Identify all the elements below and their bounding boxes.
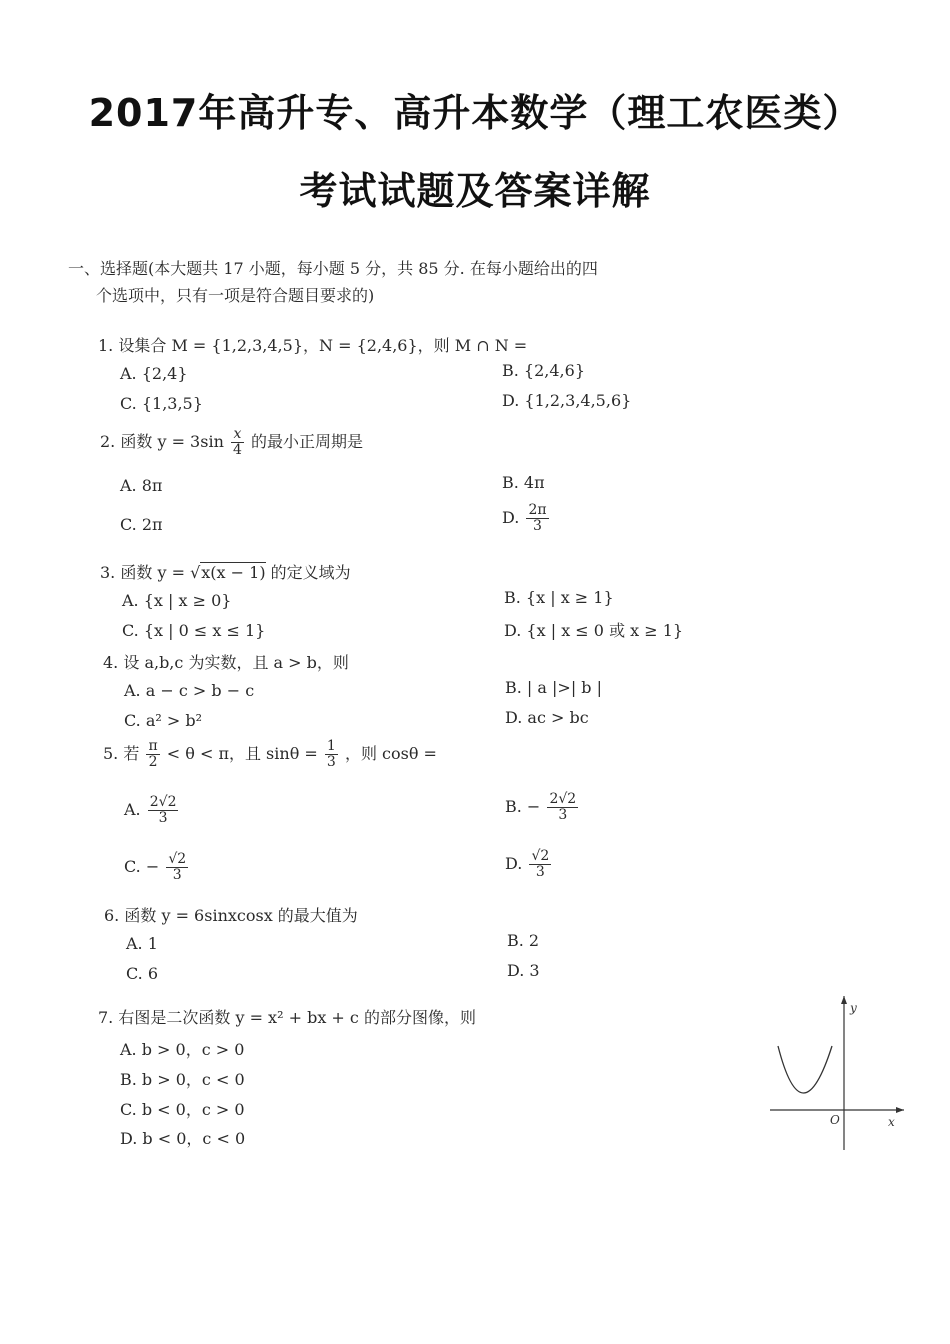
q2-option-b: B. 4π bbox=[502, 473, 545, 492]
q1-option-c: C. {1,3,5} bbox=[120, 394, 203, 413]
page-title-line1: 2017年高升专、高升本数学（理工农医类） bbox=[88, 91, 862, 135]
q3-option-c: C. {x | 0 ≤ x ≤ 1} bbox=[122, 621, 266, 640]
q5-a-den: 3 bbox=[158, 810, 168, 826]
q7-option-c: C. b < 0，c > 0 bbox=[120, 1100, 245, 1119]
q4-option-a: A. a − c > b − c bbox=[124, 681, 255, 700]
q7-parabola-graph bbox=[760, 990, 910, 1160]
q6-stem: 6. 函数 y = 6sinxcosx 的最大值为 bbox=[104, 906, 358, 925]
q5-f1-den: 2 bbox=[148, 754, 158, 770]
q5-fraction-2 bbox=[325, 739, 338, 770]
q3-option-b: B. {x | x ≥ 1} bbox=[504, 588, 614, 607]
parabola-curve bbox=[778, 1046, 832, 1093]
page-title-line2: 考试试题及答案详解 bbox=[299, 169, 651, 213]
q5-d-num: √2 bbox=[531, 848, 550, 864]
origin-label: O bbox=[830, 1113, 840, 1127]
q5-c-fraction bbox=[166, 852, 188, 883]
q5-c-label: C. − bbox=[124, 857, 160, 876]
q5-d-fraction bbox=[529, 849, 551, 880]
q3-stem-pre: 3. 函数 y = bbox=[100, 563, 185, 582]
q2-d-den: 3 bbox=[533, 518, 542, 534]
q1-stem: 1. 设集合 M = {1,2,3,4,5}，N = {2,4,6}，则 M ∩ N = bbox=[98, 336, 528, 355]
q3-option-d: D. {x | x ≤ 0 或 x ≥ 1} bbox=[504, 621, 684, 640]
q4-stem: 4. 设 a,b,c 为实数，且 a > b，则 bbox=[103, 653, 349, 672]
q4-option-b: B. | a |>| b | bbox=[505, 678, 603, 697]
q2-d-num: 2π bbox=[528, 502, 547, 518]
q3-stem bbox=[100, 560, 351, 583]
q5-option-b bbox=[505, 792, 580, 823]
q1-option-b: B. {2,4,6} bbox=[502, 361, 585, 380]
q5-f2-den: 3 bbox=[326, 754, 336, 770]
q5-stem-post: ，则 cosθ = bbox=[344, 744, 437, 763]
q3-radicand: x(x − 1) bbox=[201, 563, 266, 582]
q5-b-label: B. − bbox=[505, 797, 541, 816]
x-axis-label: x bbox=[888, 1115, 895, 1129]
q2-d-label: D. bbox=[502, 508, 520, 527]
q5-d-den: 3 bbox=[535, 864, 545, 880]
q6-option-b: B. 2 bbox=[507, 931, 540, 950]
q5-c-den: 3 bbox=[172, 867, 182, 883]
q7-option-a: A. b > 0，c > 0 bbox=[120, 1040, 245, 1059]
q2-frac-num: x bbox=[231, 427, 244, 443]
q5-f2-num: 1 bbox=[326, 738, 336, 754]
q5-stem-mid: < θ < π，且 sinθ = bbox=[166, 744, 318, 763]
q5-stem-pre: 5. 若 bbox=[103, 744, 140, 763]
q5-b-den: 3 bbox=[558, 807, 568, 823]
q2-frac-den: 4 bbox=[232, 442, 242, 458]
q5-c-num: √2 bbox=[168, 851, 187, 867]
q5-a-num: 2√2 bbox=[149, 794, 177, 810]
q4-option-d: D. ac > bc bbox=[505, 708, 589, 727]
x-axis-arrow bbox=[896, 1107, 904, 1113]
q2-option-a: A. 8π bbox=[120, 476, 163, 495]
q5-b-num: 2√2 bbox=[549, 791, 577, 807]
q3-stem-post: 的定义域为 bbox=[270, 563, 351, 582]
q5-f1-num: π bbox=[148, 738, 158, 754]
q5-option-d bbox=[505, 849, 553, 880]
q2-stem bbox=[100, 427, 363, 458]
q5-option-a bbox=[124, 795, 180, 826]
q6-option-a: A. 1 bbox=[126, 934, 158, 953]
sqrt-symbol: √ bbox=[190, 563, 201, 582]
q5-a-fraction bbox=[148, 795, 179, 826]
q5-fraction-1 bbox=[146, 739, 159, 770]
q5-option-c bbox=[124, 852, 190, 883]
q5-stem bbox=[103, 739, 437, 770]
q7-option-b: B. b > 0，c < 0 bbox=[120, 1070, 245, 1089]
q6-option-d: D. 3 bbox=[507, 961, 540, 980]
q7-stem: 7. 右图是二次函数 y = x² + bx + c 的部分图像，则 bbox=[98, 1008, 476, 1027]
q5-d-label: D. bbox=[505, 854, 523, 873]
q3-option-a: A. {x | x ≥ 0} bbox=[122, 591, 232, 610]
q1-option-a: A. {2,4} bbox=[120, 364, 188, 383]
y-axis-arrow bbox=[841, 996, 847, 1004]
section-heading-line2: 个选项中，只有一项是符合题目要求的) bbox=[96, 286, 375, 305]
q5-b-fraction bbox=[547, 792, 578, 823]
q2-stem-pre: 2. 函数 y = 3sin bbox=[100, 432, 224, 451]
q2-stem-post: 的最小正周期是 bbox=[250, 432, 363, 451]
q2-option-d bbox=[502, 503, 551, 534]
q2-option-c: C. 2π bbox=[120, 515, 163, 534]
q1-option-d: D. {1,2,3,4,5,6} bbox=[502, 391, 632, 410]
q6-option-c: C. 6 bbox=[126, 964, 159, 983]
q4-option-c: C. a² > b² bbox=[124, 711, 203, 730]
q7-option-d: D. b < 0，c < 0 bbox=[120, 1129, 246, 1148]
section-heading-line1: 一、选择题(本大题共 17 小题，每小题 5 分，共 85 分. 在每小题给出的四 bbox=[68, 259, 598, 278]
q2-d-fraction bbox=[526, 503, 548, 534]
q2-fraction bbox=[231, 427, 244, 458]
q5-a-label: A. bbox=[124, 800, 141, 819]
y-axis-label: y bbox=[850, 1001, 857, 1015]
